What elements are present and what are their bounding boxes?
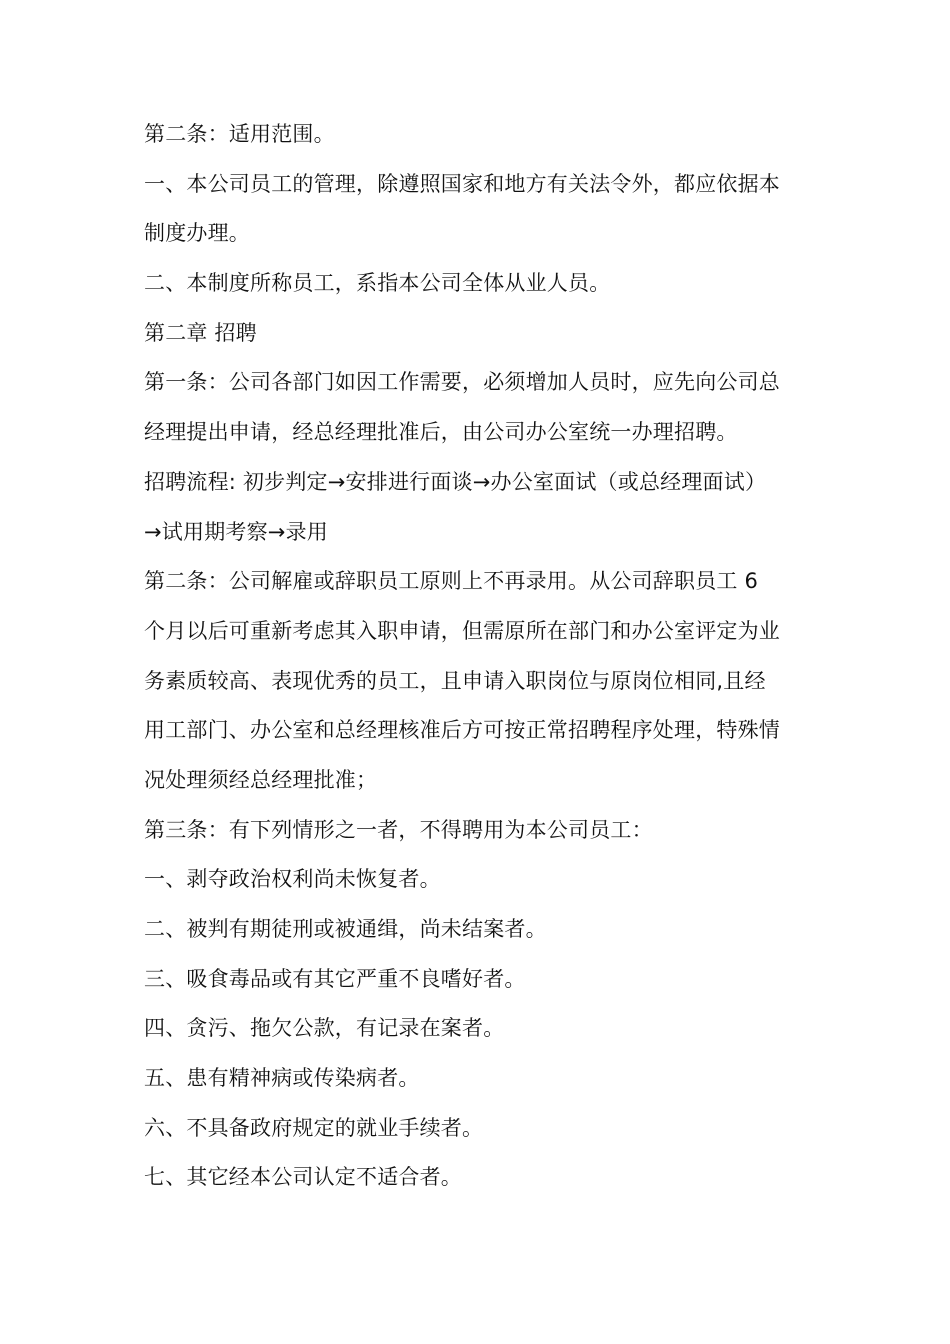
article-2-heading: 第二条：适用范围。: [144, 122, 335, 146]
exclusion-item-6: 六、不具备政府规定的就业手续者。: [144, 1115, 484, 1140]
recruit-article-3-heading: 第三条：有下列情形之一者，不得聘用为本公司员工：: [144, 817, 653, 842]
exclusion-item-2: 二、被判有期徒刑或被通缉，尚未结案者。: [144, 917, 547, 941]
recruit-article-1-line-1: 第一条：公司各部门如因工作需要，必须增加人员时，应先向公司总: [144, 370, 780, 395]
exclusion-item-3: 三、吸食毒品或有其它严重不良嗜好者。: [144, 966, 526, 991]
exclusion-item-7: 七、其它经本公司认定不适合者。: [144, 1165, 462, 1190]
document-body: [144, 110, 812, 1203]
exclusion-item-1: 一、剥夺政治权利尚未恢复者。: [144, 867, 441, 892]
recruit-process-line-2: →试用期考察→录用: [144, 519, 328, 544]
recruit-article-2-line-2: 个月以后可重新考虑其入职申请，但需原所在部门和办公室评定为业: [144, 618, 780, 643]
exclusion-item-5: 五、患有精神病或传染病者。: [144, 1066, 420, 1091]
recruit-article-1-line-2: 经理提出申请，经总经理批准后，由公司办公室统一办理招聘。: [144, 420, 738, 445]
scope-item-1-line-2: 制度办理。: [144, 221, 250, 246]
exclusion-item-4: 四、贪污、拖欠公款，有记录在案者。: [144, 1016, 505, 1041]
recruit-article-2-line-5: 况处理须经总经理批准；: [144, 767, 378, 792]
scope-item-2: 二、本制度所称员工，系指本公司全体从业人员。: [144, 271, 611, 296]
recruit-article-2-line-4: 用工部门、办公室和总经理核准后方可按正常招聘程序处理，特殊情: [144, 718, 780, 743]
recruit-process-line-1: 招聘流程: 初步判定→安排进行面谈→办公室面试（或总经理面试）: [144, 469, 767, 494]
scope-item-1-line-1: 一、本公司员工的管理，除遵照国家和地方有关法令外，都应依据本: [144, 171, 780, 196]
chapter-2-heading: 第二章 招聘: [144, 320, 257, 345]
recruit-article-2-line-1: 第二条：公司解雇或辞职员工原则上不再录用。从公司辞职员工 6: [144, 569, 759, 594]
recruit-article-2-line-3: 务素质较高、表现优秀的员工，且申请入职岗位与原岗位相同,且经: [144, 668, 766, 693]
